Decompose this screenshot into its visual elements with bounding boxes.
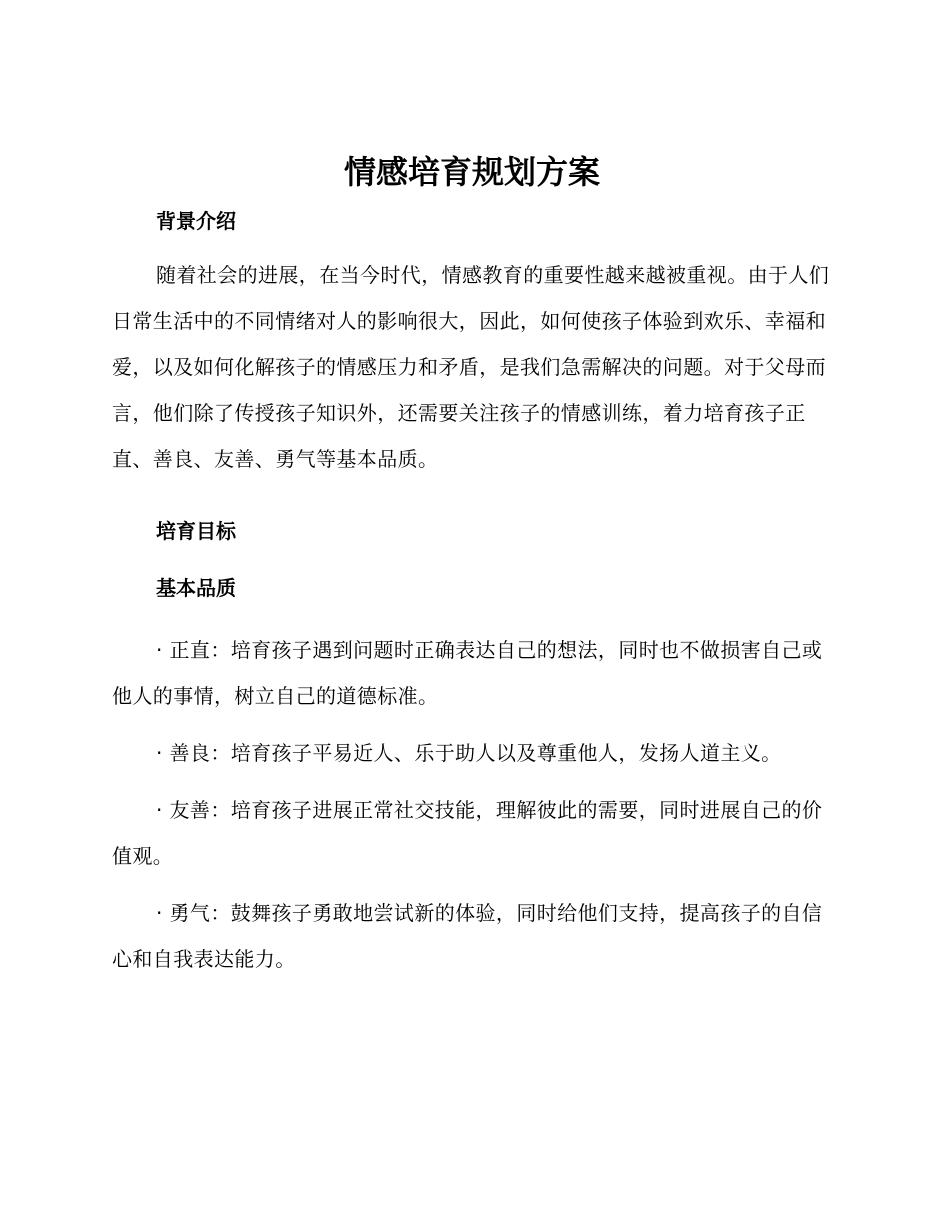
quality-item-integrity: · 正直：培育孩子遇到问题时正确表达自己的想法，同时也不做损害自己或他人的事情，树立自己的道德标准。 [112, 638, 823, 708]
quality-item-kindness: · 善良：培育孩子平易近人、乐于助人以及尊重他人，发扬人道主义。 [156, 741, 782, 765]
section-heading-background: 背景介绍 [156, 209, 236, 233]
background-paragraph: 随着社会的进展，在当今时代，情感教育的重要性越来越被重视。由于人们日常生活中的不同情绪对人的影响很大，因此，如何使孩子体验到欢乐、幸福和爱，以及如何化解孩子的情感压力和矛盾，是我们急需解决的问题。对于父母而言，他们除了传授孩子知识外，还需要关注孩子的情感训练，着力培育孩子正直、善良、友善、勇气等基本品质。 [112, 263, 830, 471]
section-heading-goals: 培育目标 [156, 519, 236, 543]
quality-item-courage: · 勇气：鼓舞孩子勇敢地尝试新的体验，同时给他们支持，提高孩子的自信心和自我表达能力。 [112, 901, 823, 971]
quality-item-friendliness: · 友善：培育孩子进展正常社交技能，理解彼此的需要，同时进展自己的价值观。 [112, 798, 823, 868]
section-heading-qualities: 基本品质 [156, 576, 236, 600]
document-content [112, 148, 832, 982]
document-title: 情感培育规划方案 [343, 153, 600, 191]
